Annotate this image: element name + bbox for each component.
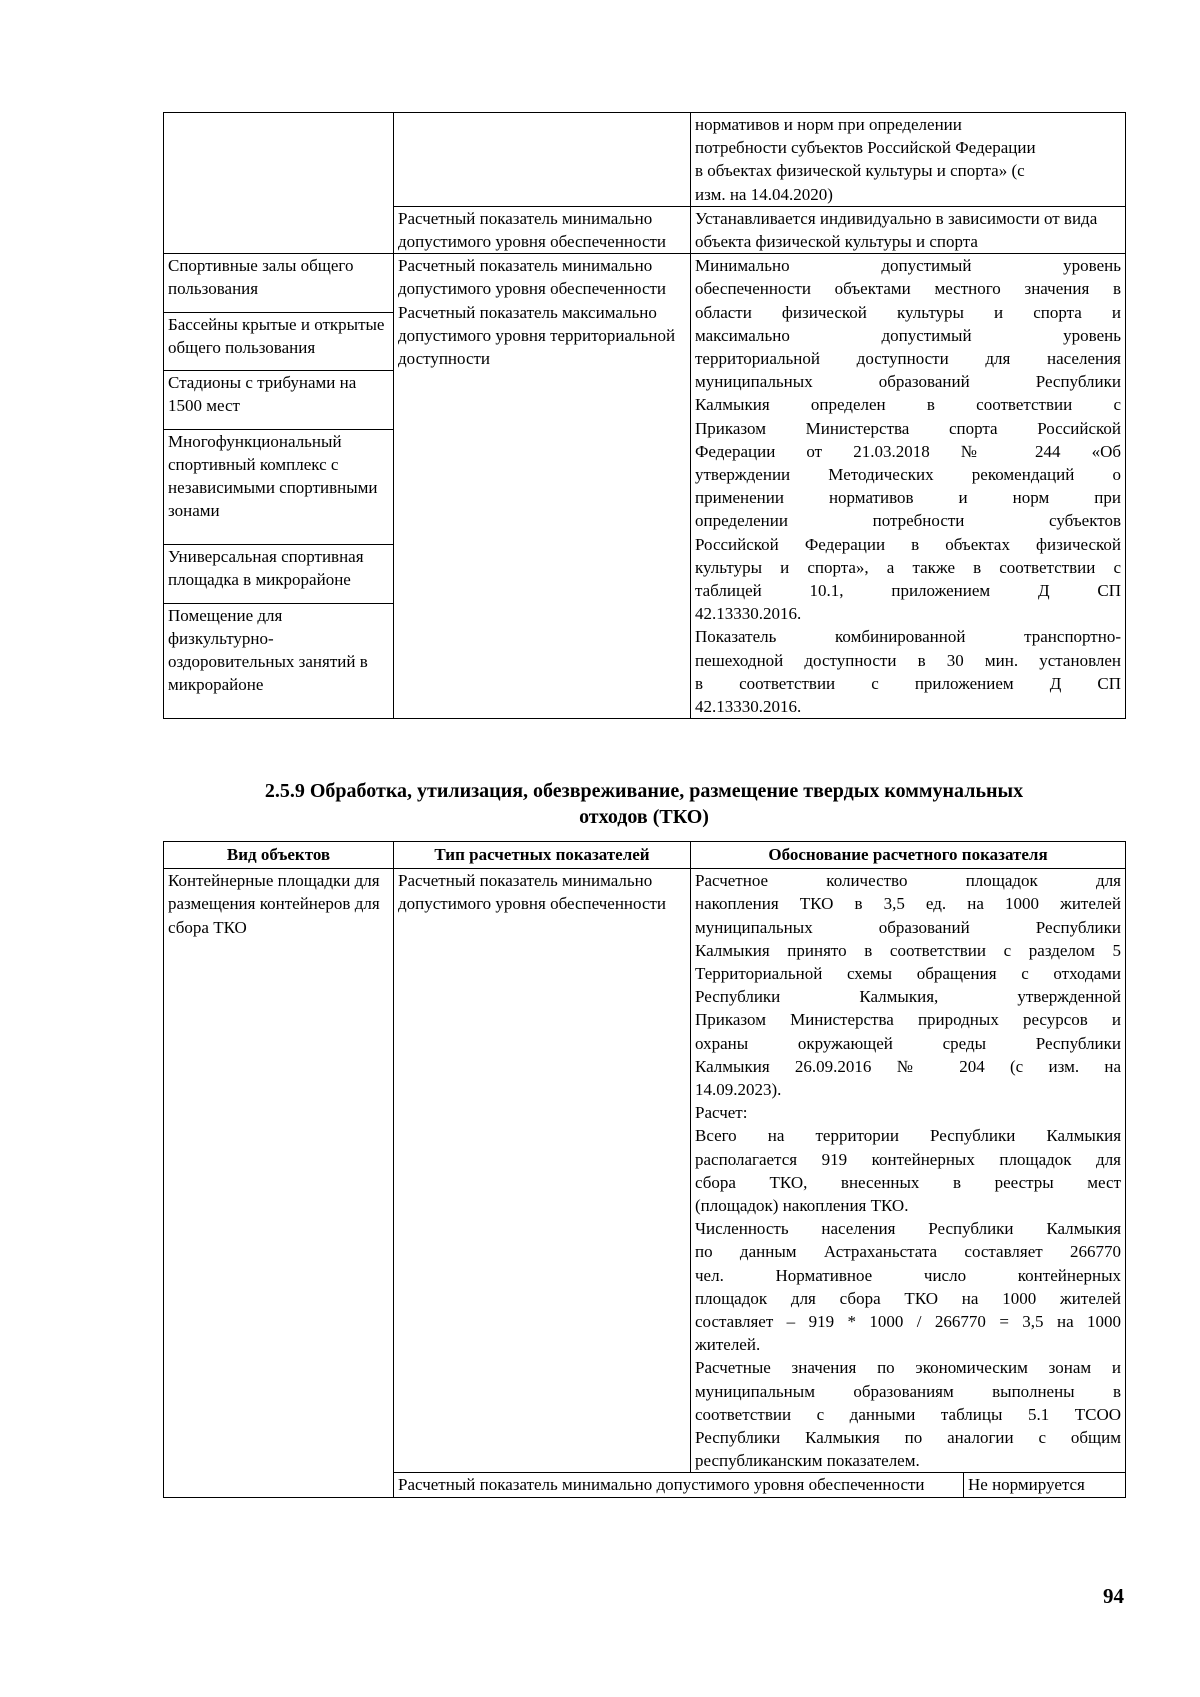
justification-cell: Устанавливается индивидуально в зависимости от вида объекта физической культуры и спорта xyxy=(691,206,1126,253)
text-line: накопления ТКО в 3,5 ед. на 1000 жителей xyxy=(695,894,1122,914)
text-line: чел. Нормативное число контейнерных xyxy=(695,1265,1122,1285)
text-line: по данным Астраханьстата составляет 266770 xyxy=(695,1242,1122,1262)
text-line: пешеходной доступности в 30 мин. установлен xyxy=(695,650,1121,670)
text-line: Республики Калмыкия, утвержденной xyxy=(695,987,1122,1007)
text-line: соответствии с данными таблицы 5.1 ТСОО xyxy=(695,1404,1122,1424)
object-cell: Многофункциональный спортивный комплекс с независимыми спортивными зонами xyxy=(164,429,394,545)
object-cell: Контейнерные площадки для размещения контейнеров для сбора ТКО xyxy=(164,869,394,1497)
justification-cell xyxy=(691,869,1126,1473)
object-cell: Бассейны крытые и открытые общего пользования xyxy=(164,312,394,370)
table-cell xyxy=(164,206,394,253)
text-line: Калмыкия принято в соответствии с разделом 5 xyxy=(695,940,1122,960)
text-line: культуры и спорта», а также в соответствии с xyxy=(695,557,1121,577)
object-cell: Стадионы с трибунами на 1500 мест xyxy=(164,371,394,429)
text-line: составляет – 919 * 1000 / 266770 = 3,5 на 1000 xyxy=(695,1312,1122,1332)
text-line: потребности субъектов Российской Федерации xyxy=(695,138,1036,158)
text-line: в соответствии с приложением Д СП xyxy=(695,673,1121,693)
text-line: площадок для сбора ТКО на 1000 жителей xyxy=(695,1288,1122,1308)
text-line: располагается 919 контейнерных площадок для xyxy=(695,1149,1122,1169)
justification-cell xyxy=(691,113,1126,207)
text-line: 42.13330.2016. xyxy=(695,697,802,717)
justification-cell xyxy=(691,254,1126,719)
text-line: Численность населения Республики Калмыкия xyxy=(695,1219,1122,1239)
text-line: жителей. xyxy=(695,1335,761,1355)
column-header: Тип расчетных показателей xyxy=(394,842,691,869)
table-cell xyxy=(394,113,691,207)
text-line: в объектах физической культуры и спорта» (с xyxy=(695,161,1025,181)
heading-line: отходов (ТКО) xyxy=(579,806,709,828)
indicator-cell xyxy=(394,254,691,719)
text-line: таблицей 10.1, приложением Д СП xyxy=(695,581,1121,601)
text-line: Федерации от 21.03.2018 № 244 «Об xyxy=(695,441,1121,461)
text-line: Российской Федерации в объектах физической xyxy=(695,534,1121,554)
column-header: Вид объектов xyxy=(164,842,394,869)
text-line: муниципальным образованиям выполнены в xyxy=(695,1381,1122,1401)
table-header-row xyxy=(164,842,1126,869)
text-line: Минимально допустимый уровень xyxy=(695,256,1121,276)
waste-facilities-table xyxy=(163,841,1126,1498)
table-row xyxy=(164,206,1126,253)
text-line: применении нормативов и норм при xyxy=(695,488,1121,508)
text-line: республиканским показателем. xyxy=(695,1451,920,1471)
text-line: обеспеченности объектами местного значения в xyxy=(695,279,1121,299)
column-header: Обоснование расчетного показателя xyxy=(691,842,1126,869)
text-line: нормативов и норм при определении xyxy=(695,115,962,134)
object-cell: Помещение для физкультурно-оздоровительных занятий в микрорайоне xyxy=(164,603,394,719)
table-row xyxy=(164,254,1126,312)
page-number: 94 xyxy=(1103,1584,1124,1608)
text-line: области физической культуры и спорта и xyxy=(695,302,1121,322)
table-cell xyxy=(164,113,394,207)
table-row xyxy=(164,113,1126,207)
text-line: 14.09.2023). xyxy=(695,1080,782,1100)
indicator-text: Расчетный показатель максимально допустимого уровня территориальной доступности xyxy=(398,302,676,369)
text-line: Территориальной схемы обращения с отходами xyxy=(695,964,1122,984)
object-cell: Универсальная спортивная площадка в микрорайоне xyxy=(164,545,394,603)
text-line: Приказом Министерства спорта Российской xyxy=(695,418,1121,438)
text-line: территориальной доступности для населения xyxy=(695,349,1121,369)
text-line: Всего на территории Республики Калмыкия xyxy=(695,1126,1122,1146)
heading-line: 2.5.9 Обработка, утилизация, обезвреживание, размещение твердых коммунальных xyxy=(264,780,1024,802)
section-heading xyxy=(163,778,1125,830)
text-line: Калмыкия 26.09.2016 № 204 (с изм. на xyxy=(695,1056,1122,1076)
text-line: Приказом Министерства природных ресурсов и xyxy=(695,1010,1122,1030)
indicator-cell: Расчетный показатель минимально допустимого уровня обеспеченности xyxy=(394,869,691,1473)
text-line: Расчетное количество площадок для xyxy=(695,871,1122,891)
text-line: муниципальных образований Республики xyxy=(695,917,1122,937)
indicator-text: Расчетный показатель минимально допустимого уровня обеспеченности xyxy=(398,256,667,299)
text-line: максимально допустимый уровень xyxy=(695,325,1121,345)
text-line: утверждении Методических рекомендаций о xyxy=(695,465,1121,485)
indicator-cell: Расчетный показатель минимально допустимого уровня обеспеченности xyxy=(394,1473,964,1497)
text-line: изм. на 14.04.2020) xyxy=(695,184,833,204)
text-line: (площадок) накопления ТКО. xyxy=(695,1196,909,1216)
text-line: 42.13330.2016. xyxy=(695,604,802,624)
sports-facilities-table xyxy=(163,112,1126,719)
value-cell: Не нормируется xyxy=(964,1473,1126,1497)
text-line: сбора ТКО, внесенных в реестры мест xyxy=(695,1172,1122,1192)
text-line: Расчет: xyxy=(695,1103,748,1123)
text-line: охраны окружающей среды Республики xyxy=(695,1033,1122,1053)
text-line: Калмыкия определен в соответствии с xyxy=(695,395,1121,415)
text-line: муниципальных образований Республики xyxy=(695,372,1121,392)
object-cell: Спортивные залы общего пользования xyxy=(164,254,394,312)
text-line: Показатель комбинированной транспортно- xyxy=(695,627,1121,647)
text-line: определении потребности субъектов xyxy=(695,511,1121,531)
text-line: Республики Калмыкия по аналогии с общим xyxy=(695,1428,1122,1448)
text-line: Расчетные значения по экономическим зонам и xyxy=(695,1358,1122,1378)
table-row xyxy=(164,869,1126,1473)
indicator-cell: Расчетный показатель минимально допустимого уровня обеспеченности xyxy=(394,206,691,253)
